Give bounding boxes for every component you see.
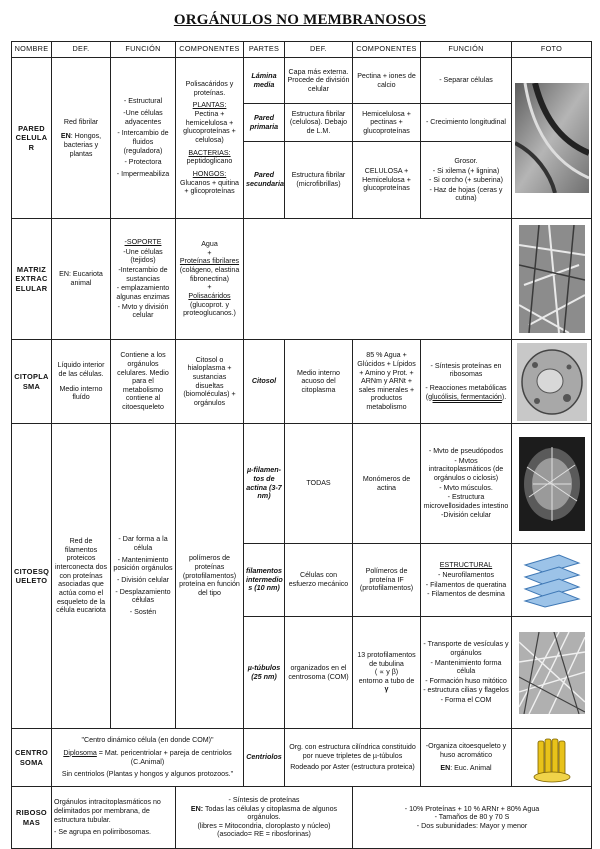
centrosoma-def <box>52 729 244 787</box>
citoplasma-photo-cell <box>512 340 592 424</box>
citoplasma-photo <box>517 343 587 421</box>
citoesqueleto-funcion-item: - Dar forma a la célula <box>118 535 168 553</box>
citoesqueleto-funcion-item: - Sostén <box>129 607 157 616</box>
ribosomas-comp-item: - Dos subunidades: Mayor y menor <box>416 821 528 830</box>
tubulos-func-item: - estructura cilias y flagelos <box>423 686 509 695</box>
header-funcion: FUNCIÓN <box>111 42 176 58</box>
citoesqueleto-part-if-def: Células con esfuerzo mecánico <box>285 544 353 617</box>
citoplasma-def <box>52 340 111 424</box>
pared-funcion <box>111 58 176 219</box>
citoesqueleto-part-if-comp: Polímeros de proteína IF (protofilamentos) <box>353 544 421 617</box>
pared-funcion-item: - Impermeabiliza <box>116 169 170 178</box>
ribosomas-func-4: (asociado= RE = ribosforinas) <box>217 830 311 839</box>
matriz-componentes <box>176 219 244 340</box>
matriz-funcion-item: - Mvto y división celular <box>117 302 169 320</box>
ribosomas-func <box>176 787 353 849</box>
ribosomas-comp-item: - Tamaños de 80 y 70 S <box>434 813 510 822</box>
pared-comp-plantas-h: PLANTAS: <box>192 101 227 110</box>
pared-def <box>52 58 111 219</box>
matriz-comp-3: (colágeno, elastina fibronectina) <box>179 266 240 283</box>
citoplasma-part-func-4: ). <box>501 392 507 401</box>
header-funcion-2: FUNCIÓN <box>421 42 512 58</box>
matriz-funcion-item: -Une células (tejidos) <box>123 247 163 265</box>
citoplasma-part-comp: 85 % Agua + Glúcidos + Lípidos + Amino y Prot. + ARNm y ARNt + sales minerales + productos metabolismo <box>353 340 421 424</box>
pared-funcion-item: -Une células adyacentes <box>123 109 163 126</box>
pared-funcion-item: - Intercambio de fluidos (reguladora) <box>117 129 169 155</box>
citoesqueleto-part-actina-func <box>421 424 512 544</box>
pared-componentes <box>176 58 244 219</box>
citoplasma-name: CITOPLA SMA <box>12 340 52 424</box>
citoesqueleto-def: Red de filamentos proteicos interconecta dos con proteínas asociadas que actúa como el esqueleto de la célula eucariota <box>52 424 111 729</box>
ribosomas-func-3: (libres = Mitocondria, cloroplasto y núcleo) <box>197 821 331 830</box>
centrosoma-def-2: = Mat. pericentriolar + pareja de centriolos (C.Animal) <box>96 748 232 766</box>
matriz-funcion <box>111 219 176 340</box>
pared-photo <box>515 83 589 193</box>
if-func-item: - Neurofilamentos <box>438 570 494 579</box>
citoesqueleto-funcion <box>111 424 176 729</box>
pared-photo-cell <box>512 58 592 219</box>
pared-row-1 <box>12 58 592 104</box>
ribosomas-func-2: Todas las células y citoplasma de algunos orgánulos. <box>203 804 338 822</box>
pared-part-lamina: Lámina media <box>244 58 285 104</box>
tubulos-func-item: - Formación huso mitótico <box>425 676 507 685</box>
pared-name: PARED CELULA R <box>12 58 52 219</box>
tubulos-func-item: - Forma el COM <box>440 696 492 705</box>
ribosomas-def-1: Orgánulos intracitoplasmáticos no delimitados por membrana, de estructura tubular. <box>54 798 161 824</box>
ribosomas-name: RIBOSO MAS <box>12 787 52 849</box>
tubulos-comp-3: entorno a tubo de <box>358 676 415 685</box>
citoplasma-part-func <box>421 340 512 424</box>
if-func-item: - Filamentos de queratina <box>425 580 507 589</box>
tubulos-photo-cell <box>512 617 592 729</box>
matriz-funcion-item: - emplazamiento algunas enzimas <box>116 284 170 301</box>
pared-part-secundaria-func <box>421 142 512 219</box>
matriz-funcion-h: -SOPORTE <box>124 238 162 247</box>
matriz-name: MATRIZ EXTRAC ELULAR <box>12 219 52 340</box>
pared-part-lamina-comp: Pectina + iones de calcio <box>353 58 421 104</box>
citoesqueleto-row-1 <box>12 424 592 544</box>
pared-funcion-item: - Protectora <box>124 158 162 167</box>
pared-sec-func-item: Grosor. <box>454 156 478 165</box>
citoesqueleto-componentes: polímeros de proteínas (protofilamentos) proteína en función del tipo <box>176 424 244 729</box>
tubulos-comp-4: γ <box>384 685 389 694</box>
pared-comp-intro: Polisacáridos y proteínas. <box>185 80 234 97</box>
citoplasma-part-func-1: - Síntesis proteínas en ribosomas <box>430 361 502 379</box>
matriz-comp-1: Agua <box>201 240 218 249</box>
if-func-h: ESTRUCTURAL <box>439 561 493 570</box>
citoesqueleto-part-actina-def: TODAS <box>285 424 353 544</box>
page-title: ORGÁNULOS NO MEMBRANOSOS <box>173 12 427 28</box>
actina-photo <box>519 437 585 531</box>
pared-part-primaria-def: Estructura fibrilar (celulosa). Debajo de L.M. <box>285 104 353 142</box>
matriz-row <box>12 219 592 340</box>
actina-photo-cell <box>512 424 592 544</box>
ribosomas-func-en: EN: <box>190 804 204 813</box>
matriz-comp-5: (glucoprot. y proteoglucanos.) <box>183 300 236 318</box>
citoesqueleto-name: CITOESQ UELETO <box>12 424 52 729</box>
citoplasma-componentes: Citosol o hialoplasma + sustancias disueltas (biomoléculas) + orgánulos <box>176 340 244 424</box>
citoesqueleto-funcion-item: - Desplazamiento células <box>115 587 171 605</box>
citoesqueleto-part-actina-comp: Monómeros de actina <box>353 424 421 544</box>
header-nombre: NOMBRE <box>12 42 52 58</box>
pared-part-lamina-func: - Separar células <box>421 58 512 104</box>
centrosoma-func-en: EN <box>440 764 451 773</box>
if-func-item: - Filamentos de desmina <box>427 590 505 599</box>
citoplasma-part-func-3: glucólisis, fermentación <box>428 392 502 401</box>
pared-comp-hongos: Glucanos + quitina + glicoproteínas <box>180 178 239 196</box>
centrosoma-row <box>12 729 592 787</box>
actina-func-item: - Mvto de pseudópodos <box>428 446 504 455</box>
citoplasma-part-func-2: - Reacciones metabólicas ( <box>425 384 507 401</box>
plus-sign: + <box>207 283 212 292</box>
header-def-2: DEF. <box>285 42 353 58</box>
pared-sec-func-item: - Si xilema (+ lignina) <box>432 166 500 175</box>
citoesqueleto-funcion-item: - Mantenimiento posición orgánulos <box>113 555 173 573</box>
citoesqueleto-part-if: filamentos intermedio s (10 nm) <box>244 544 285 617</box>
if-photo-cell <box>512 544 592 617</box>
centrosoma-part-def <box>285 729 421 787</box>
header-row <box>12 42 592 58</box>
diplosoma-label: Diplosoma <box>63 748 97 757</box>
citoplasma-row <box>12 340 592 424</box>
matriz-comp-4: Polisacáridos <box>188 291 231 300</box>
matriz-empty <box>244 219 512 340</box>
pared-part-secundaria: Pared secundaria <box>244 142 285 219</box>
tubulos-func-item: - Mantenimiento forma célula <box>430 658 502 676</box>
header-partes: PARTES <box>244 42 285 58</box>
citoesqueleto-funcion-item: - División celular <box>116 576 170 584</box>
citoplasma-part-def: Medio interno acuoso del citoplasma <box>285 340 353 424</box>
centrosoma-part-def-2: Rodeado por Aster (estructura proteica) <box>290 763 415 772</box>
pared-comp-plantas: Pectina + hemicelulosa + glucoproteínas + celulosa) <box>183 110 236 144</box>
header-foto: FOTO <box>512 42 592 58</box>
matriz-funcion-item: -Intercambio de sustancias <box>118 266 168 283</box>
if-photo <box>519 551 585 609</box>
matriz-photo-cell <box>512 219 592 340</box>
centriolo-photo <box>532 733 572 783</box>
centrosoma-func-1: -Organiza citoesqueleto y huso acromático <box>425 742 507 759</box>
citoesqueleto-part-actina: µ-filamen-tos de actina (3-7 nm) <box>244 424 285 544</box>
citoesqueleto-part-if-func <box>421 544 512 617</box>
header-componentes: COMPONENTES <box>176 42 244 58</box>
centrosoma-func <box>421 729 512 787</box>
pared-part-primaria-comp: Hemicelulosa + pectinas + glucoproteínas <box>353 104 421 142</box>
pared-comp-bact-h: BACTERIAS: <box>188 148 231 157</box>
citoesqueleto-part-tubulos-func <box>421 617 512 729</box>
citoplasma-part: Citosol <box>244 340 285 424</box>
pared-comp-hongos-h: HONGOS: <box>192 169 227 178</box>
centrosoma-part-def-1: Org. con estructura cilíndrica constituido por nueve tripletes de µ-túbulos <box>289 743 416 760</box>
header-def: DEF. <box>52 42 111 58</box>
header-componentes-2: COMPONENTES <box>353 42 421 58</box>
actina-func-item: - Mvto músculos. <box>439 483 493 492</box>
citoplasma-funcion: Contiene a los orgánulos celulares. Medio para el metabolismo contiene al citoesqueleto <box>111 340 176 424</box>
centrosoma-def-3: Sin centriolos (Plantas y hongos y algunos protozoos." <box>61 770 234 779</box>
pared-part-secundaria-comp: CELULOSA + Hemicelulosa + glucoproteínas <box>353 142 421 219</box>
tubulos-photo <box>519 632 585 714</box>
actina-func-item: - Estructura microvellosidades intestino <box>423 493 509 510</box>
matriz-def: EN: Eucariota animal <box>52 219 111 340</box>
citoplasma-def-1: Líquido interior de las células. <box>57 361 105 378</box>
pared-comp-bact: peptidoglicano <box>186 157 233 166</box>
centrosoma-name: CENTRO SOMA <box>12 729 52 787</box>
tubulos-comp-1: 13 protofilamentos de tubulina <box>357 650 416 668</box>
centrosoma-func-2: : Euc. Animal <box>450 764 492 773</box>
pared-part-primaria: Pared primaria <box>244 104 285 142</box>
pared-part-primaria-func: - Crecimiento longitudinal <box>421 104 512 142</box>
ribosomas-comp-item: - 10% Proteínas + 10 % ARNr + 80% Agua <box>404 804 540 813</box>
ribosomas-row <box>12 787 592 849</box>
pared-part-secundaria-def: Estructura fibrilar (microfibrillas) <box>285 142 353 219</box>
centrosoma-part: Centriolos <box>244 729 285 787</box>
plus-sign: + <box>207 248 212 257</box>
citoplasma-def-2: Medio interno fluído <box>59 384 103 402</box>
citoesqueleto-part-tubulos-def: organizados en el centrosoma (COM) <box>285 617 353 729</box>
ribosomas-func-1: - Síntesis de proteínas <box>228 795 300 804</box>
organelles-table <box>11 41 592 849</box>
pared-funcion-item: - Estructural <box>123 97 163 106</box>
matriz-comp-2: Proteínas fibrilares <box>179 257 240 266</box>
ribosomas-def-2: - Se agrupa en polirribosomas. <box>54 828 151 837</box>
pared-def-2: : Hongos, bacterias y plantas <box>63 132 102 158</box>
matriz-photo <box>519 225 585 333</box>
tubulos-func-item: - Transporte de vesículas y orgánulos <box>423 640 509 657</box>
pared-sec-func-item: - Haz de hojas (ceras y cutina) <box>429 185 503 203</box>
ribosomas-def <box>52 787 176 849</box>
pared-part-lamina-def: Capa más externa. Procede de división celular <box>285 58 353 104</box>
citoesqueleto-part-tubulos: µ-túbulos (25 nm) <box>244 617 285 729</box>
pared-def-1: Red fibrilar <box>63 117 99 126</box>
citoesqueleto-part-tubulos-comp <box>353 617 421 729</box>
centriolo-photo-cell <box>512 729 592 787</box>
tubulos-comp-2: ( ∝ y β) <box>374 668 399 677</box>
actina-func-item: -División celular <box>440 511 492 520</box>
pared-sec-func-item: - Si corcho (+ suberina) <box>429 176 503 185</box>
centrosoma-def-1: "Centro dinámico célula (en donde COM)" <box>81 736 214 745</box>
ribosomas-comp <box>353 787 592 849</box>
pared-def-en: EN <box>60 132 71 141</box>
actina-func-item: - Mvtos intracitoplasmáticos (de orgánulos o ciclosis) <box>428 456 504 482</box>
